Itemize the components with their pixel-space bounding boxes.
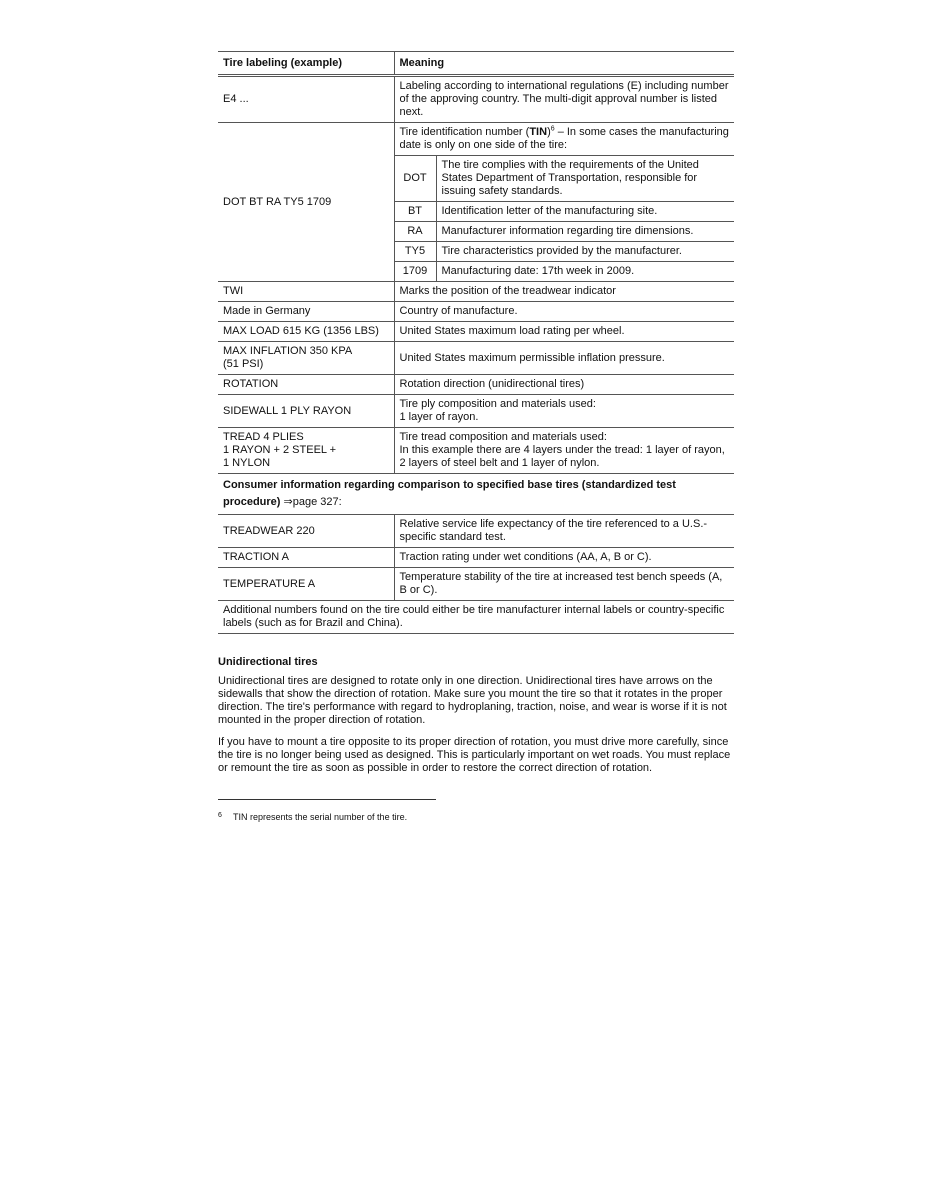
table-row <box>218 302 734 322</box>
label-line: (51 PSI) <box>223 358 264 370</box>
tin-description: Tire identification number (TIN)$^6$ – In some cases the manufacturing date is only on one side of the tire: <box>395 123 735 156</box>
dot-subtable <box>395 156 735 281</box>
table-row <box>218 428 734 474</box>
sub-code: DOT <box>395 156 437 202</box>
page-reference[interactable]: page 327: <box>292 496 342 508</box>
sub-code: BT <box>395 202 437 222</box>
sub-row <box>395 156 735 202</box>
footnote-text: TIN represents the serial number of the tire. <box>233 812 408 822</box>
row-label <box>218 428 394 474</box>
row-meaning <box>394 428 734 474</box>
row-label: MAX LOAD 615 KG (1356 LBS) <box>218 322 394 342</box>
consumer-heading: Consumer information regarding comparison to specified base tires (standardized test <box>223 479 676 491</box>
sub-code: 1709 <box>395 262 437 282</box>
meaning-line: 1 layer of rayon. <box>399 411 479 423</box>
section-heading: Unidirectional tires <box>218 656 318 668</box>
row-label: ROTATION <box>218 375 394 395</box>
paragraph: If you have to mount a tire opposite to its proper direction of rotation, you must drive more carefully, since the tire is no longer being used as designed. This is particularly important on wet roads. You must replace or remount the tire as soon as possible in order to restore the correct direction of rotation. <box>218 736 731 774</box>
row-label: DOT BT RA TY5 1709 <box>218 123 394 282</box>
sub-code: TY5 <box>395 242 437 262</box>
meaning-line: Tire tread composition and materials used: <box>399 431 607 443</box>
row-meaning <box>394 395 734 428</box>
row-label: Made in Germany <box>218 302 394 322</box>
row-label: TRACTION A <box>218 548 394 568</box>
row-meaning: Rotation direction (unidirectional tires) <box>394 375 734 395</box>
footnote-number: 6 <box>218 812 222 819</box>
table-row <box>218 568 734 601</box>
table-row <box>218 282 734 302</box>
meaning-line: In this example there are 4 layers under the tread: 1 layer of rayon, 2 layers of steel belt and 1 layer of nylon. <box>399 444 725 469</box>
label-line: TREAD 4 PLIES <box>223 431 304 443</box>
row-meaning: Traction rating under wet conditions (AA, A, B or C). <box>394 548 734 568</box>
row-label: TREADWEAR 220 <box>218 515 394 548</box>
header-meaning: Meaning <box>394 52 734 76</box>
row-label: E4 ... <box>218 76 394 123</box>
consumer-info <box>218 474 734 515</box>
header-tire-labeling: Tire labeling (example) <box>218 52 394 76</box>
tire-labeling-table <box>218 51 734 634</box>
table-row <box>218 548 734 568</box>
row-meaning: United States maximum permissible inflation pressure. <box>394 342 734 375</box>
sub-row <box>395 242 735 262</box>
row-meaning: United States maximum load rating per wheel. <box>394 322 734 342</box>
meaning-line: Tire ply composition and materials used: <box>399 398 596 410</box>
table-row <box>218 515 734 548</box>
sub-meaning: Manufacturing date: 17th week in 2009. <box>441 265 635 277</box>
label-line: 1 NYLON <box>223 457 271 469</box>
table-row <box>218 342 734 375</box>
sub-row <box>395 202 735 222</box>
consumer-info-row <box>218 474 734 515</box>
table-row <box>218 375 734 395</box>
sub-row <box>395 222 735 242</box>
row-label <box>218 342 394 375</box>
row-meaning: Labeling according to international regulations (E) including number of the approving country. The multi-digit approval number is listed next. <box>394 76 734 123</box>
table-row <box>218 322 734 342</box>
tin-suffix: – In some cases the manufacturing date is only on one side of the tire: <box>399 126 729 151</box>
footnote-ref: 6 <box>550 125 555 133</box>
paragraph: Unidirectional tires are designed to rotate only in one direction. Unidirectional tires have arrows on the sidewalls that show the direction of rotation. Make sure you mount the tire so that it rotates in the proper direction. The tire's performance with regard to hydroplaning, traction, noise, and wear is worse if it is not mounted in the proper direction of rotation. <box>218 675 727 726</box>
tin-bold: TIN <box>529 126 548 138</box>
table-row <box>218 76 734 123</box>
row-meaning: Temperature stability of the tire at increased test bench speeds (A, B or C). <box>394 568 734 601</box>
table-header-row <box>218 52 734 76</box>
additional-row <box>218 601 734 634</box>
sub-row <box>395 262 735 282</box>
footnote-divider <box>218 799 436 800</box>
label-line: MAX INFLATION 350 KPA <box>223 345 353 357</box>
sub-code: RA <box>395 222 437 242</box>
dot-breakdown <box>394 123 734 282</box>
row-meaning: Country of manufacture. <box>394 302 734 322</box>
additional-note: Additional numbers found on the tire could either be tire manufacturer internal labels or country-specific labels (such as for Brazil and China). <box>218 601 734 634</box>
arrow-right-icon: ⇒ <box>283 496 293 508</box>
sub-meaning: Tire characteristics provided by the manufacturer. <box>436 242 734 262</box>
page-content <box>218 51 734 824</box>
row-label: SIDEWALL 1 PLY RAYON <box>218 395 394 428</box>
sub-meaning: The tire complies with the requirements of the United States Department of Transportation, responsible for issuing safety standards. <box>436 156 734 202</box>
table-row-dot <box>218 123 734 282</box>
tin-prefix: Tire identification number ( <box>399 126 530 138</box>
row-meaning: Marks the position of the treadwear indicator <box>394 282 734 302</box>
footnote <box>218 811 734 824</box>
row-label: TWI <box>218 282 394 302</box>
row-label: TEMPERATURE A <box>218 568 394 601</box>
sub-meaning: Manufacturer information regarding tire dimensions. <box>436 222 734 242</box>
label-line: 1 RAYON + 2 STEEL + <box>223 444 337 456</box>
table-row <box>218 395 734 428</box>
row-meaning: Relative service life expectancy of the tire referenced to a U.S.-specific standard test. <box>394 515 734 548</box>
sub-meaning: Identification letter of the manufacturing site. <box>436 202 734 222</box>
consumer-heading-cont: procedure) <box>223 496 281 508</box>
